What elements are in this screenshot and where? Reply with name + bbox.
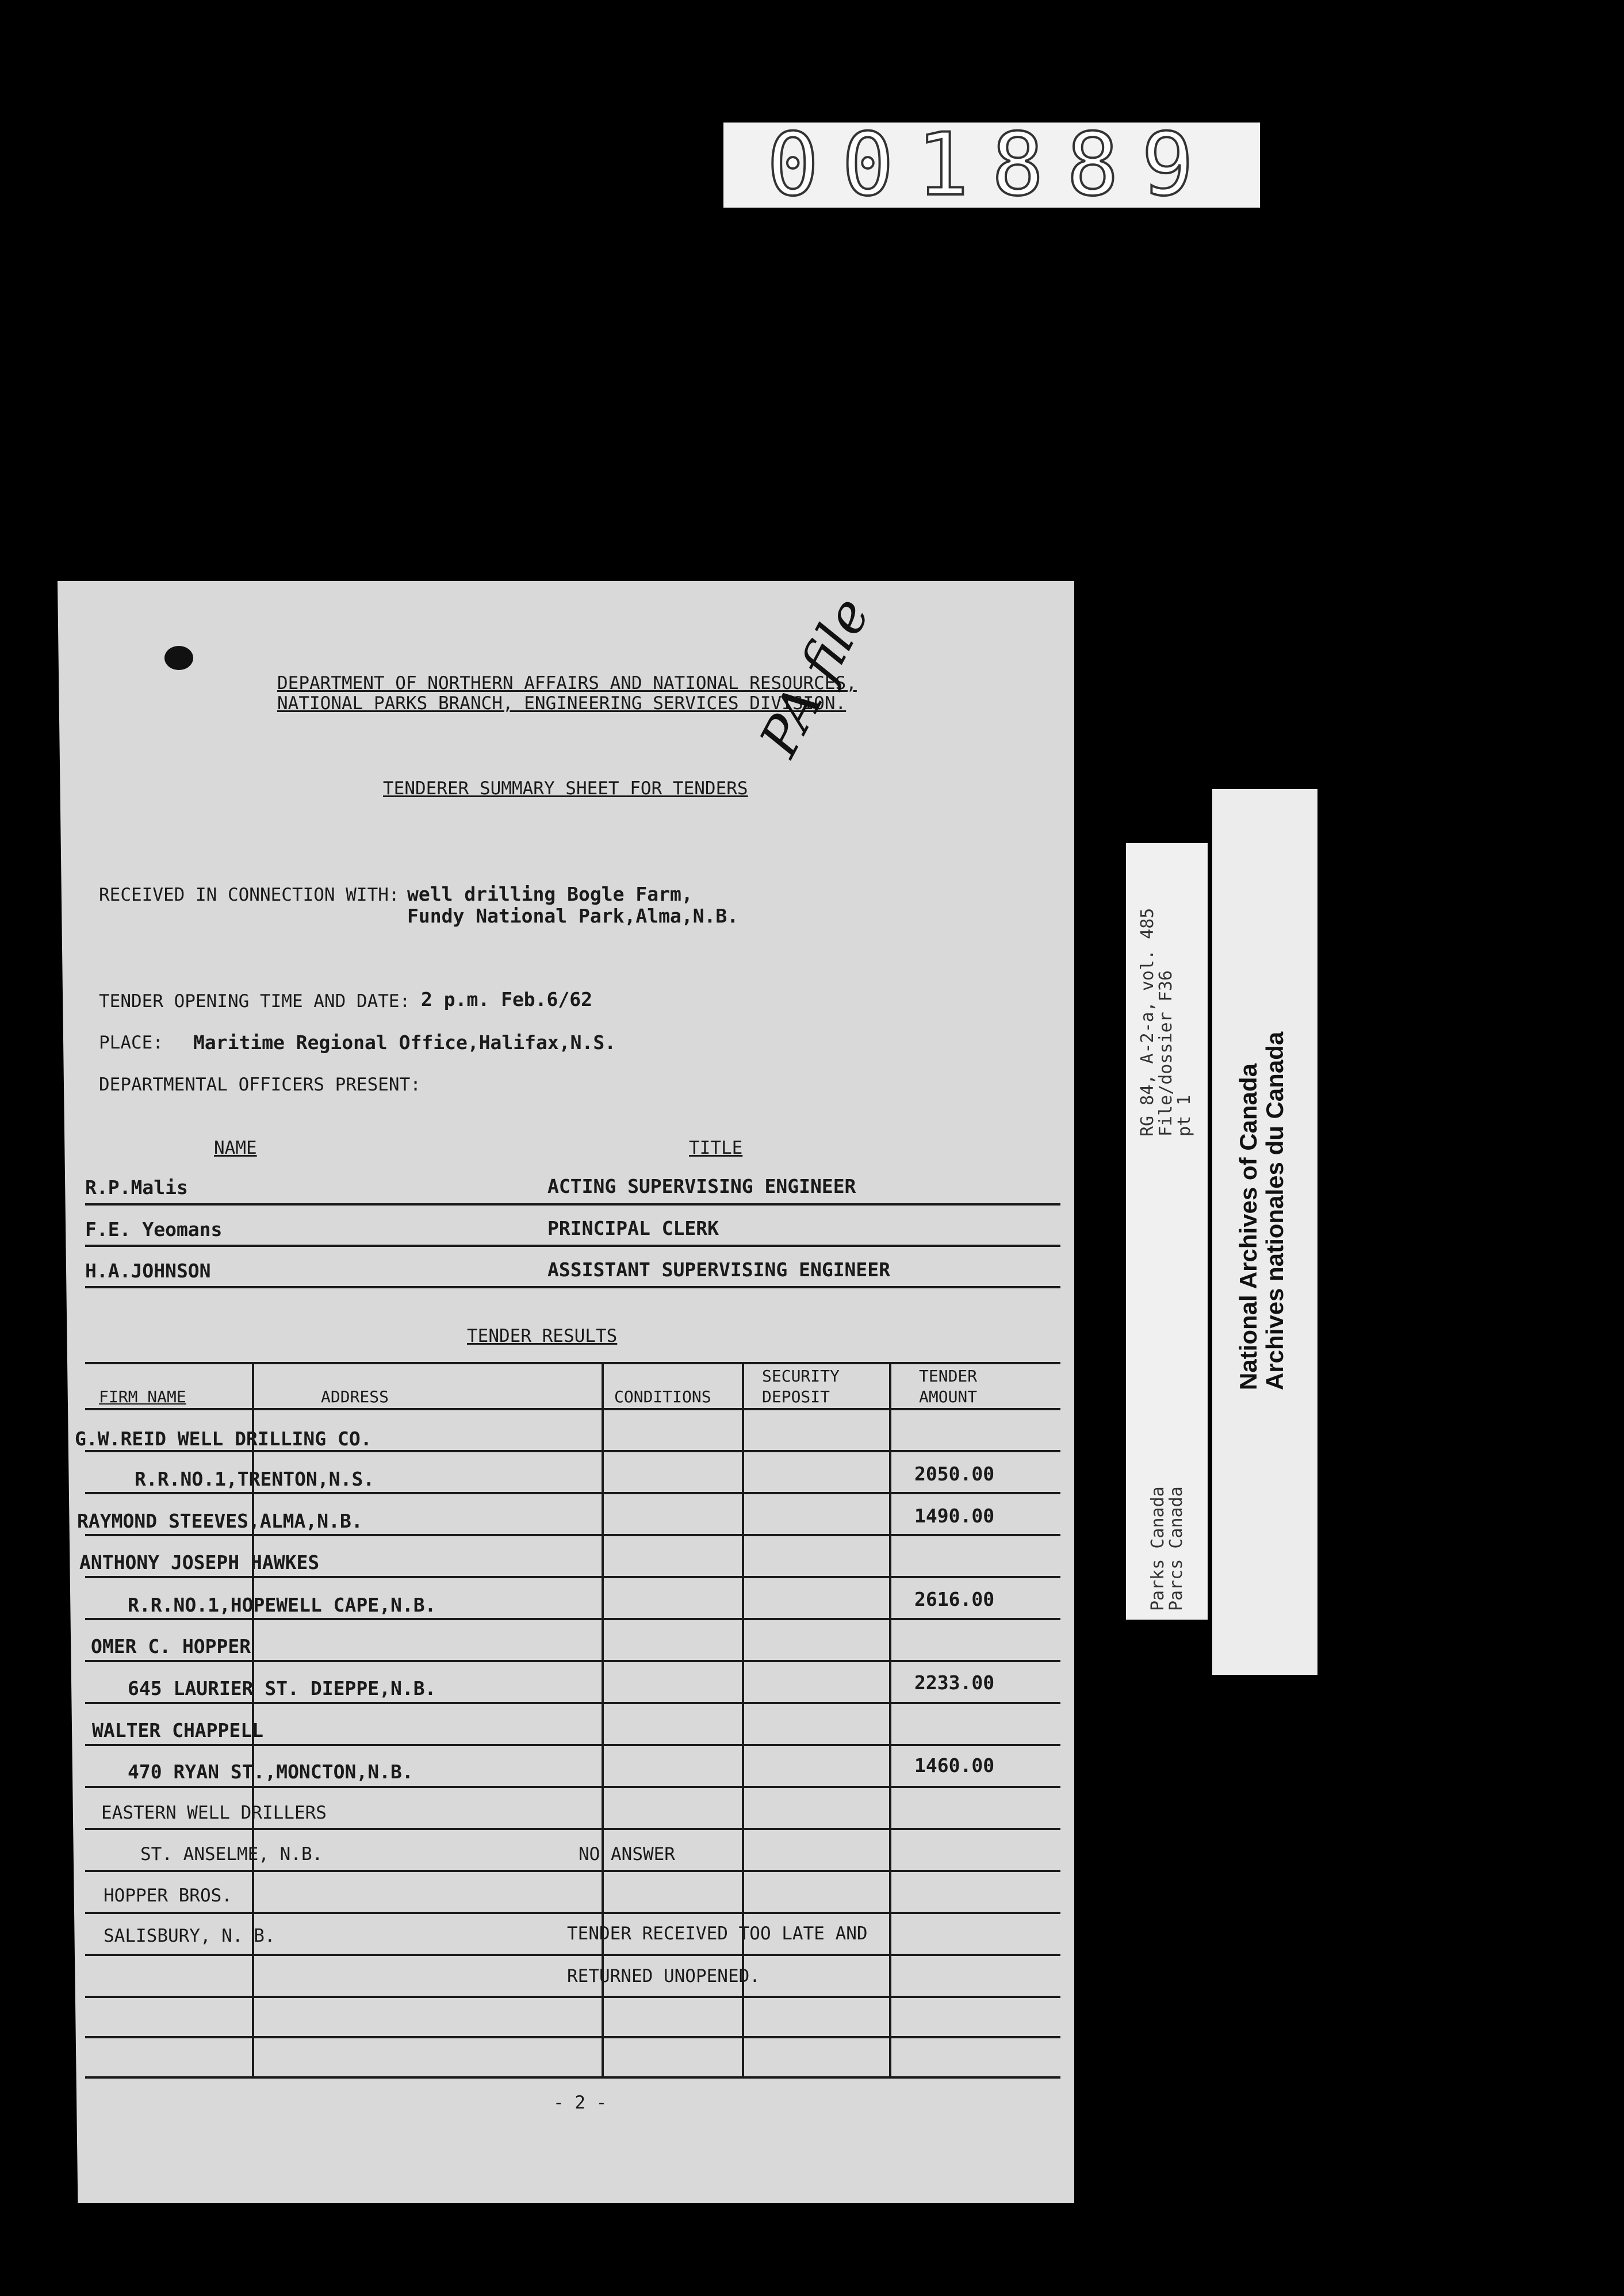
late-tender-note: TENDER RECEIVED TOO LATE AND <box>567 1923 868 1944</box>
table-row-rule <box>85 2036 1060 2038</box>
table-row-amount: 2616.00 <box>914 1588 995 1610</box>
table-row-text: ANTHONY JOSEPH HAWKES <box>79 1551 320 1574</box>
table-row-rule <box>85 1450 1060 1452</box>
ink-blot <box>164 646 193 670</box>
table-row-rule <box>85 1912 1060 1914</box>
table-row-rule <box>85 1618 1060 1620</box>
officer-row-rule <box>85 1245 1060 1247</box>
opening-label: TENDER OPENING TIME AND DATE: <box>99 991 411 1012</box>
table-top-rule <box>85 1362 1060 1364</box>
col-header-firm: FIRM NAME <box>99 1387 186 1406</box>
archives-label-line: National Archives of Canada <box>1235 1063 1262 1390</box>
parks-canada-label <box>1149 1486 1186 1611</box>
table-row-text: WALTER CHAPPELL <box>92 1719 264 1742</box>
table-column-rule <box>889 1363 891 2077</box>
col-header-conditions: CONDITIONS <box>614 1387 711 1406</box>
received-label: RECEIVED IN CONNECTION WITH: <box>99 885 400 905</box>
officer-name: F.E. Yeomans <box>85 1218 223 1241</box>
table-header-rule <box>85 1408 1060 1410</box>
archive-ref-line: RG 84, A-2-a, vol. 485 <box>1137 908 1158 1136</box>
table-row-amount: 2050.00 <box>914 1463 995 1485</box>
archive-reference <box>1139 908 1194 1136</box>
handwritten-note: PA file <box>748 587 882 766</box>
col-header-address: ADDRESS <box>321 1387 389 1406</box>
table-row-amount: 1460.00 <box>914 1754 995 1777</box>
table-row-amount: 1490.00 <box>914 1505 995 1527</box>
table-row-text: 470 RYAN ST.,MONCTON,N.B. <box>128 1761 413 1783</box>
header-line-2: NATIONAL PARKS BRANCH, ENGINEERING SERVICES DIVISION. <box>277 693 847 714</box>
table-row-rule <box>85 1744 1060 1746</box>
officer-title: ASSISTANT SUPERVISING ENGINEER <box>547 1258 891 1281</box>
archives-label-line: Archives nationales du Canada <box>1261 1031 1288 1390</box>
col-header-amount: AMOUNT <box>919 1387 978 1406</box>
archive-ref-line: pt 1 <box>1174 1095 1194 1136</box>
table-row-rule <box>85 1492 1060 1494</box>
officer-row-rule <box>85 1286 1060 1288</box>
table-row-rule <box>85 1786 1060 1788</box>
table-row-text: EASTERN WELL DRILLERS <box>101 1803 327 1823</box>
national-archives-text <box>1235 1032 1288 1390</box>
place-value: Maritime Regional Office,Halifax,N.S. <box>193 1031 616 1054</box>
officer-title: ACTING SUPERVISING ENGINEER <box>547 1175 856 1197</box>
document-title: TENDERER SUMMARY SHEET FOR TENDERS <box>383 778 748 799</box>
table-row-rule <box>85 1660 1060 1662</box>
officer-title: PRINCIPAL CLERK <box>547 1217 719 1239</box>
col-header-deposit: SECURITY <box>762 1367 840 1386</box>
late-tender-note: RETURNED UNOPENED. <box>567 1966 760 1987</box>
table-row-rule <box>85 1954 1060 1956</box>
officer-name: R.P.Malis <box>85 1176 188 1199</box>
table-row-rule <box>85 1996 1060 1998</box>
officers-name-header: NAME <box>214 1138 257 1158</box>
opening-value: 2 p.m. Feb.6/62 <box>421 988 593 1011</box>
table-row-rule <box>85 1870 1060 1872</box>
place-label: PLACE: <box>99 1032 163 1053</box>
archive-reference-label <box>1126 843 1208 1620</box>
table-row-rule <box>85 1702 1060 1704</box>
officers-title-header: TITLE <box>689 1138 743 1158</box>
table-row-rule <box>85 1576 1060 1578</box>
table-row-text: 645 LAURIER ST. DIEPPE,N.B. <box>128 1677 436 1700</box>
frame-number: 001889 <box>767 115 1217 215</box>
officer-row-rule <box>85 1203 1060 1206</box>
archive-ref-line: File/dossier F36 <box>1156 970 1176 1136</box>
no-answer-note: NO ANSWER <box>579 1844 675 1865</box>
table-row-rule <box>85 1828 1060 1830</box>
table-row-text: ST. ANSELME, N.B. <box>140 1844 323 1865</box>
table-row-text: SALISBURY, N. B. <box>104 1926 275 1946</box>
officers-label: DEPARTMENTAL OFFICERS PRESENT: <box>99 1074 421 1095</box>
parks-label-line: Parcs Canada <box>1166 1486 1186 1611</box>
results-title: TENDER RESULTS <box>467 1326 618 1346</box>
page-number: - 2 - <box>553 2092 607 2113</box>
header-line-1: DEPARTMENT OF NORTHERN AFFAIRS AND NATIONAL RESOURCES, <box>277 673 857 694</box>
table-row-amount: 2233.00 <box>914 1671 995 1694</box>
col-header-deposit: DEPOSIT <box>762 1387 830 1406</box>
table-bottom-rule <box>85 2076 1060 2079</box>
table-row-rule <box>85 1534 1060 1536</box>
table-row-text: HOPPER BROS. <box>104 1885 232 1906</box>
received-value-line-1: well drilling Bogle Farm, <box>407 883 693 905</box>
col-header-amount: TENDER <box>919 1367 978 1386</box>
frame-number-plate <box>723 115 1260 215</box>
table-row-text: R.R.NO.1,HOPEWELL CAPE,N.B. <box>128 1594 436 1616</box>
table-row-text: G.W.REID WELL DRILLING CO. <box>75 1428 372 1450</box>
parks-label-line: Parks Canada <box>1148 1486 1168 1611</box>
table-row-text: RAYMOND STEEVES,ALMA,N.B. <box>77 1510 363 1532</box>
officer-name: H.A.JOHNSON <box>85 1260 211 1282</box>
national-archives-label <box>1212 789 1317 1675</box>
table-row-text: OMER C. HOPPER <box>91 1635 251 1658</box>
table-row-text: R.R.NO.1,TRENTON,N.S. <box>135 1468 375 1490</box>
received-value-line-2: Fundy National Park,Alma,N.B. <box>407 905 739 927</box>
